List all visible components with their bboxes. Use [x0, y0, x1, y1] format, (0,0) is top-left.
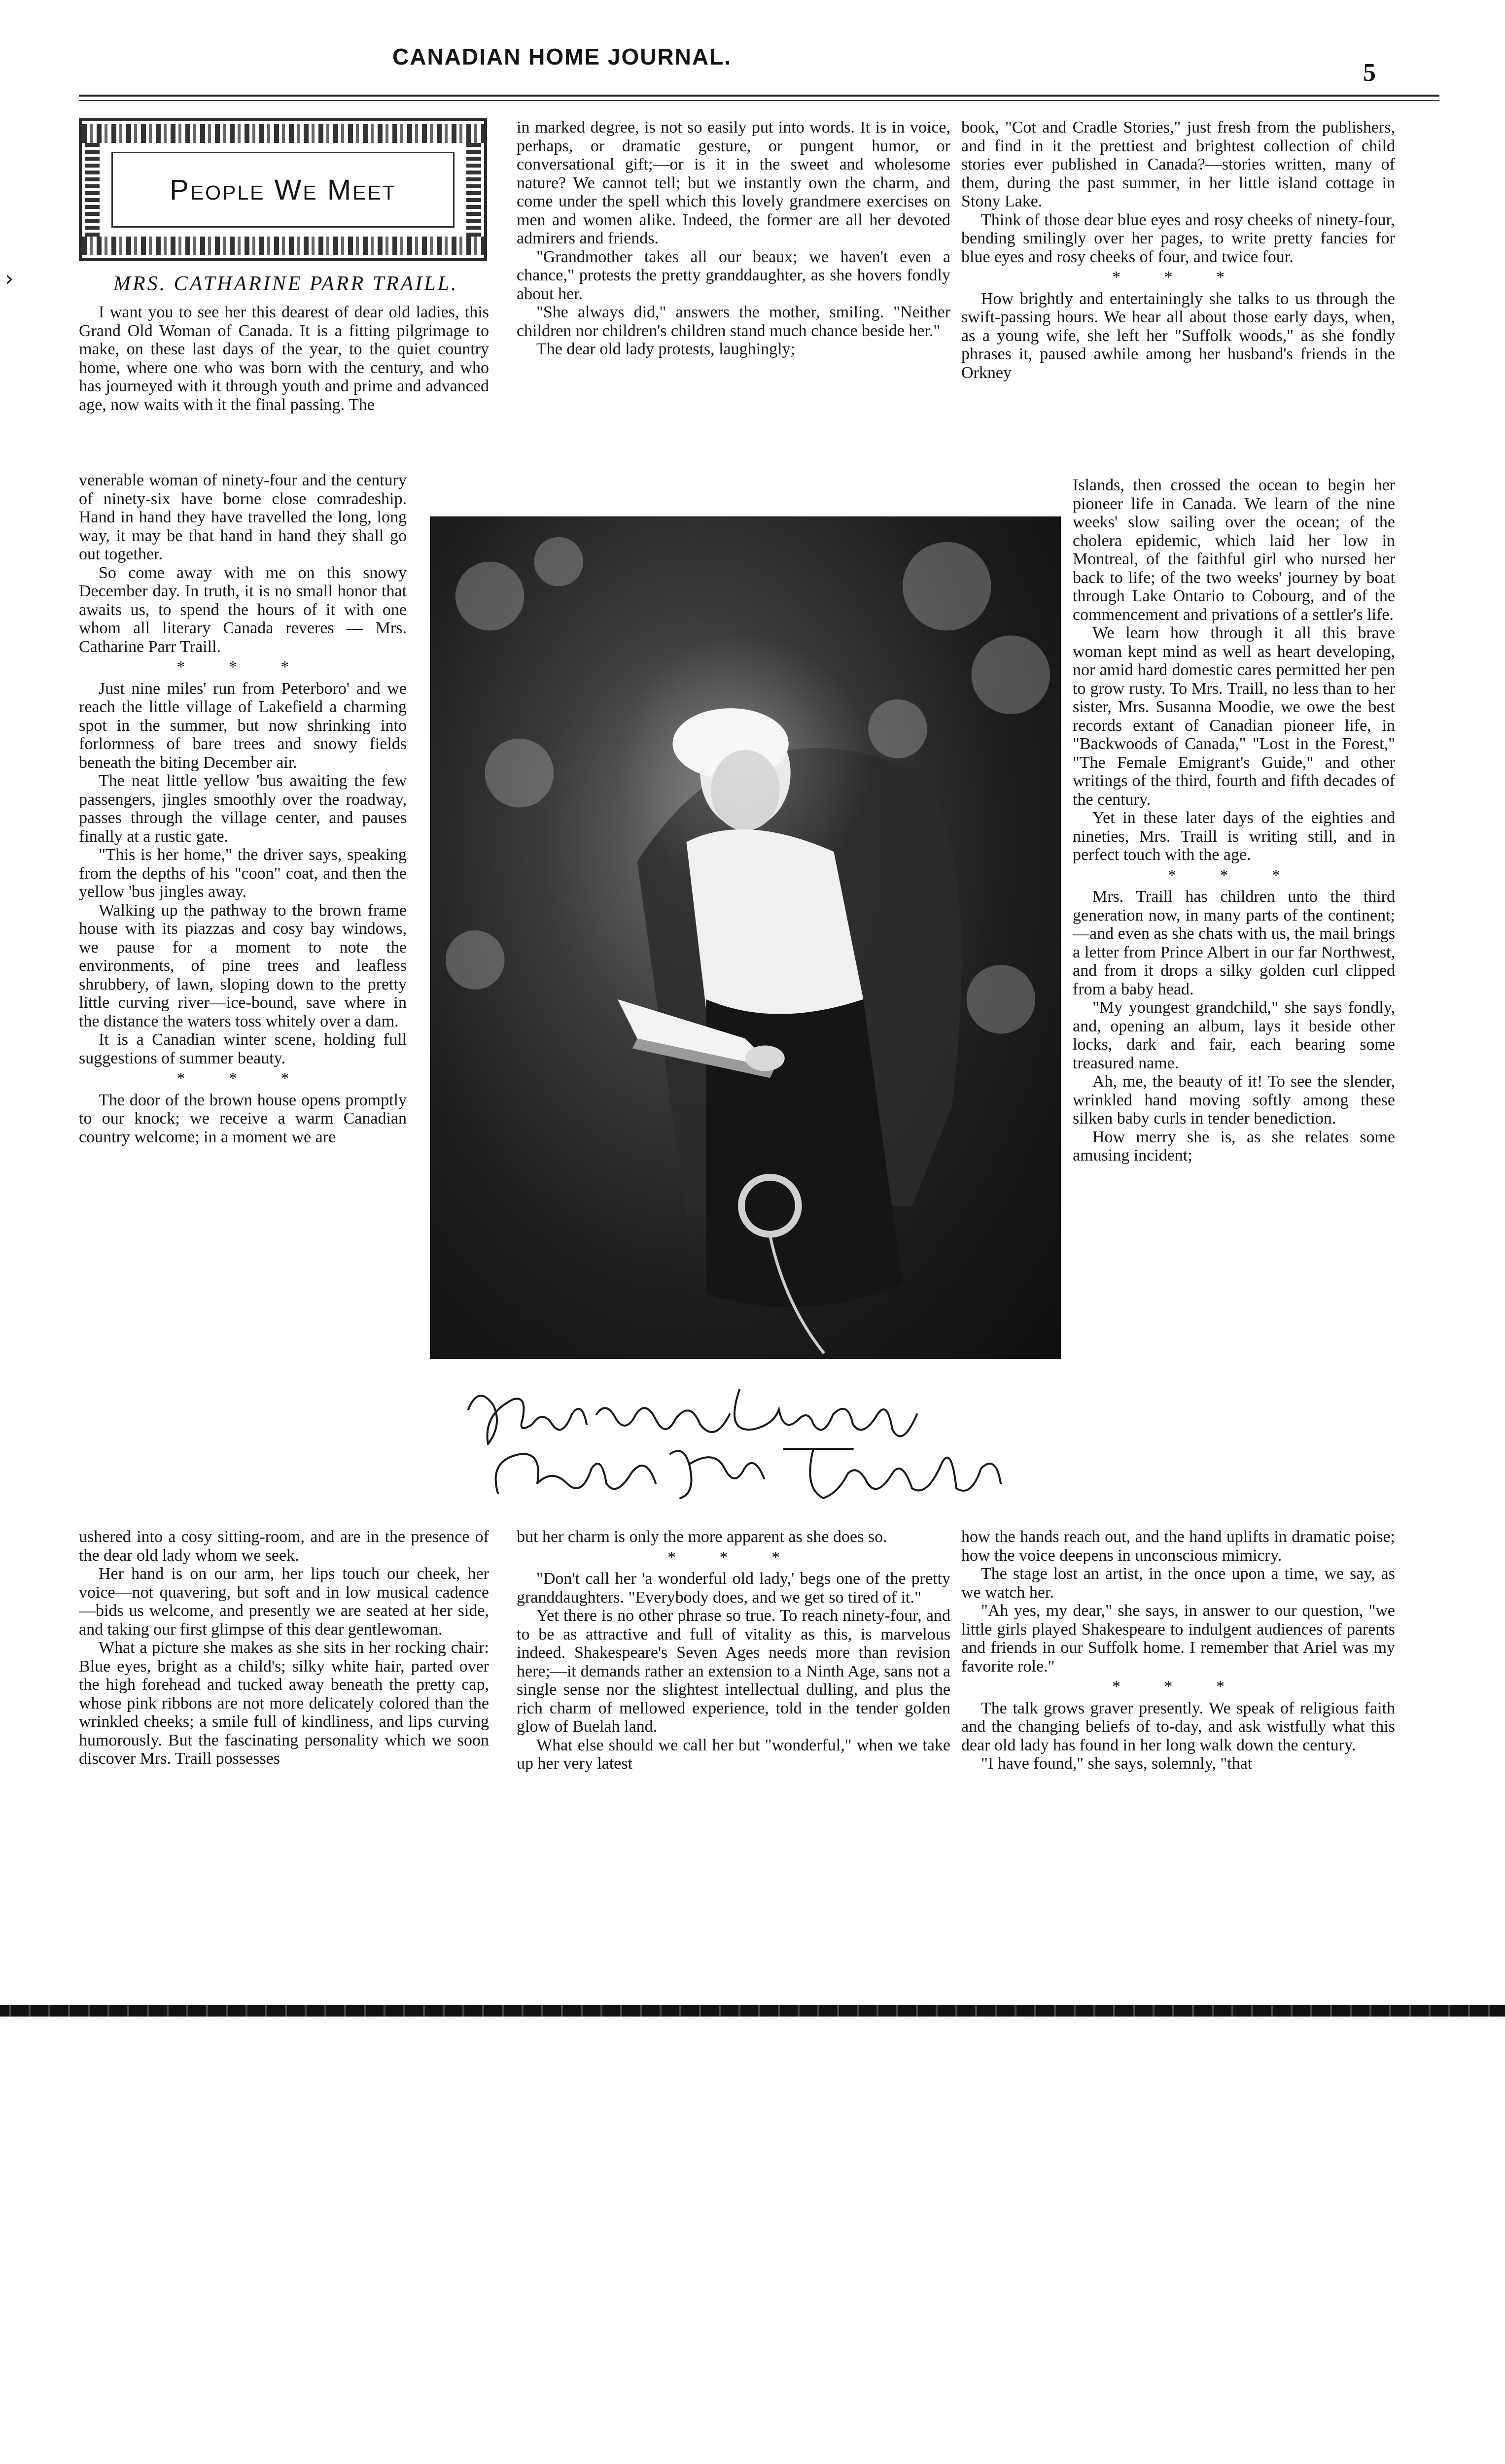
column-1-top [79, 303, 489, 414]
paragraph: Just nine miles' run from Peterboro' and we reach the little village of Lakefield a charming spot in the summer, but now shrinking into forlornness of bare trees and snowy fields beneath the biting December air. [79, 679, 407, 772]
paragraph: The neat little yellow 'bus awaiting the few passengers, jingles smoothly over the roadway, passes through the village center, and pauses finally at a rustic gate. [79, 772, 407, 846]
paragraph: venerable woman of ninety-four and the century of ninety-six have borne close comradeship. Hand in hand they have travelled the long, long way, it may be that hand in hand they shall go out together. [79, 471, 407, 563]
paragraph: "Don't call her 'a wonderful old lady,' begs one of the pretty granddaughters. "Everybody does, and we get so tired of it." [517, 1570, 950, 1607]
paragraph: "This is her home," the driver says, speaking from the depths of his "coon" coat, and then the yellow 'bus jingles away. [79, 846, 407, 901]
column-title: People We Meet [170, 173, 396, 206]
signature-scribble [458, 1370, 1011, 1508]
paragraph: "I have found," she says, solemnly, "that [981, 1754, 1253, 1773]
paragraph: We learn how through it all this brave woman kept mind as well as heart developing, nor amid hard domestic cares permitted her pen to grow rusty. To Mrs. Traill, no less than to her sister, Mrs. Susanna Moodie, we owe the best records extant of Canadian pioneer life, in "Backwoods of Canada," "Lost in the Forest," "The Female Emigrant's Guide," and other writings of the third, fourth and fifth decades of the century. [1073, 624, 1395, 809]
column-3-bottom [961, 1528, 1395, 1773]
paragraph: The talk grows graver presently. We speak of religious faith and the changing beliefs of to-day, and ask wistfully what this dear old lady has found in her long walk down the century. [961, 1699, 1395, 1754]
paragraph: Yet there is no other phrase so true. To reach ninety-four, and to be as attractive and full of vitality as this, is marvelous indeed. Shakespeare's Seven Ages needs more than revision here;—it demands rather an extension to a Ninth Age, sans not a single sense nor the slightest intellectual dulling, and plus the rich charm of mellowed experience, told in the tender golden glow of Buelah land. [517, 1607, 950, 1736]
column-header-box [79, 118, 487, 261]
paragraph: "Grandmother takes all our beaux; we haven't even a chance," protests the pretty granddaughter, as she hovers fondly about her. [517, 247, 950, 303]
header-rule [79, 95, 1439, 97]
portrait-illustration [431, 517, 1060, 1358]
column-1-beside-portrait [79, 471, 407, 1146]
paragraph: Yet in these later days of the eighties and nineties, Mrs. Traill is writing still, and in perfect touch with the age. [1073, 809, 1395, 864]
paragraph: how the hands reach out, and the hand uplifts in dramatic poise; how the voice deepens in unconscious mimicry. [961, 1528, 1395, 1565]
article-byline: MRS. CATHARINE PARR TRAILL. [113, 273, 458, 295]
paragraph: "Ah yes, my dear," she says, in answer to our question, "we little girls played Shakespeare to indulgent audiences of parents and friends in our Suffolk home. I remember that Ariel was my favorite role." [961, 1602, 1395, 1676]
running-head: CANADIAN HOME JOURNAL. [392, 44, 732, 69]
section-break-stars: * * * [176, 658, 309, 676]
paragraph: Mrs. Traill has children unto the third generation now, in many parts of the continent;—and even as she chats with us, the mail brings a letter from Prince Albert in our far Northwest, and from it drops a silky golden curl clipped from a baby head. [1073, 888, 1395, 998]
paragraph: ushered into a cosy sitting-room, and are in the presence of the dear old lady whom we seek. [79, 1528, 489, 1565]
margin-mark: › [5, 266, 14, 291]
paragraph: in marked degree, is not so easily put into words. It is in voice, perhaps, or dramatic gesture, or pungent humor, or conversational gift;—or is it in the sweet and wholesome nature? We cannot tell; but we instantly own the charm, and come under the spell which this lovely grandmere exercises on men and women alike. Indeed, the former are all her devoted admirers and friends. [517, 118, 950, 247]
paragraph: Think of those dear blue eyes and rosy cheeks of ninety-four, bending smilingly over her pages, to write pretty fancies for blue eyes and rosy cheeks of four, and twice four. [961, 210, 1395, 266]
paragraph: Islands, then crossed the ocean to begin her pioneer life in Canada. We learn of the nine weeks' slow sailing over the ocean; of the cholera epidemic, which laid her low in Montreal, of the faithful girl who nursed her back to life; of the two weeks' journey by boat through Lake Ontario to Cobourg, and of the commencement and privations of a settler's life. [1073, 476, 1395, 624]
ornament-border-top [82, 124, 484, 143]
paragraph: What a picture she makes as she sits in her rocking chair: Blue eyes, bright as a child's; silky white hair, parted over the high forehead and tucked away beneath the pretty cap, whose pink ribbons are not more delicately colored than the wrinkled cheeks; a smile full of kindliness, and lips curving humorously. But the fascinating personality which we soon discover Mrs. Traill possesses [79, 1639, 489, 1768]
section-break-stars: * * * [1112, 268, 1244, 286]
section-break-stars: * * * [1112, 1677, 1244, 1696]
handwritten-signature [458, 1370, 1011, 1508]
paragraph: So come away with me on this snowy December day. In truth, it is no small honor that awaits us, to spend the hours of it with one whom all literary Canada reveres — Mrs. Catharine Parr Traill. [79, 563, 407, 656]
paragraph: Ah, me, the beauty of it! To see the slender, wrinkled hand moving softly among these silken baby curls in tender benediction. [1073, 1072, 1395, 1128]
paragraph: "My youngest grandchild," she says fondly, and, opening an album, lays it beside other locks, dark and fair, each bearing some treasured name. [1073, 998, 1395, 1072]
portrait-photo [430, 516, 1061, 1359]
column-title-panel [111, 152, 455, 228]
paragraph: The stage lost an artist, in the once upon a time, we say, as we watch her. [961, 1565, 1395, 1602]
paragraph: What else should we call her but "wonderful," when we take up her very latest [517, 1736, 950, 1773]
paragraph: but her charm is only the more apparent as she does so. [517, 1528, 887, 1546]
paragraph: The dear old lady protests, laughingly; [536, 340, 795, 358]
bottom-border [0, 2005, 1505, 2017]
paragraph: How merry she is, as she relates some amusing incident; [1073, 1128, 1395, 1164]
ornament-border-bottom [82, 237, 484, 255]
paragraph: How brightly and entertainingly she talks to us through the swift-passing hours. We hear all about those early days, when, as a young wife, she left her "Suffolk woods," as she fondly phrases it, paused awhile among her husband's friends in the Orkney [961, 289, 1395, 382]
paragraph: Her hand is on our arm, her lips touch our cheek, her voice—not quavering, but soft and in low musical cadence—bids us welcome, and presently we are seated at her side, and taking our first glimpse of this dear gentlewoman. [79, 1565, 489, 1639]
column-2-bottom [517, 1528, 950, 1773]
column-3-beside-portrait [1073, 476, 1395, 1165]
column-2-top [517, 118, 950, 359]
page-number: 5 [1363, 59, 1376, 87]
section-break-stars: * * * [1168, 866, 1300, 885]
paragraph: book, "Cot and Cradle Stories," just fresh from the publishers, and find in it the prettiest and brightest collection of child stories ever published in Canada?—stories written, many of them, during the past summer, in her little island cottage in Stony Lake. [961, 118, 1395, 210]
header-rule-thin [79, 100, 1439, 101]
paragraph: The door of the brown house opens promptly to our knock; we receive a warm Canadian country welcome; in a moment we are [79, 1091, 407, 1146]
section-break-stars: * * * [667, 1548, 800, 1567]
ornament-border-left [85, 143, 100, 237]
paragraph: I want you to see her this dearest of dear old ladies, this Grand Old Woman of Canada. It is a fitting pilgrimage to make, on these last days of the year, to the quiet country home, where one who was born with the century, and who has journeyed with it through youth and prime and advanced age, now waits with it the final passing. The [79, 303, 489, 414]
column-3-top [961, 118, 1395, 382]
paragraph: Walking up the pathway to the brown frame house with its piazzas and cosy bay windows, we pause for a moment to note the environments, of pine trees and leafless shrubbery, of lawn, sloping down to the pretty little curving river—ice-bound, save where in the distance the waters toss whitely over a dam. [79, 901, 407, 1030]
paragraph: "She always did," answers the mother, smiling. "Neither children nor children's children stand much chance beside her." [517, 303, 950, 340]
paragraph: It is a Canadian winter scene, holding full suggestions of summer beauty. [79, 1030, 407, 1067]
ornament-border-right [466, 143, 481, 237]
section-break-stars: * * * [176, 1069, 309, 1088]
column-1-bottom [79, 1528, 489, 1768]
